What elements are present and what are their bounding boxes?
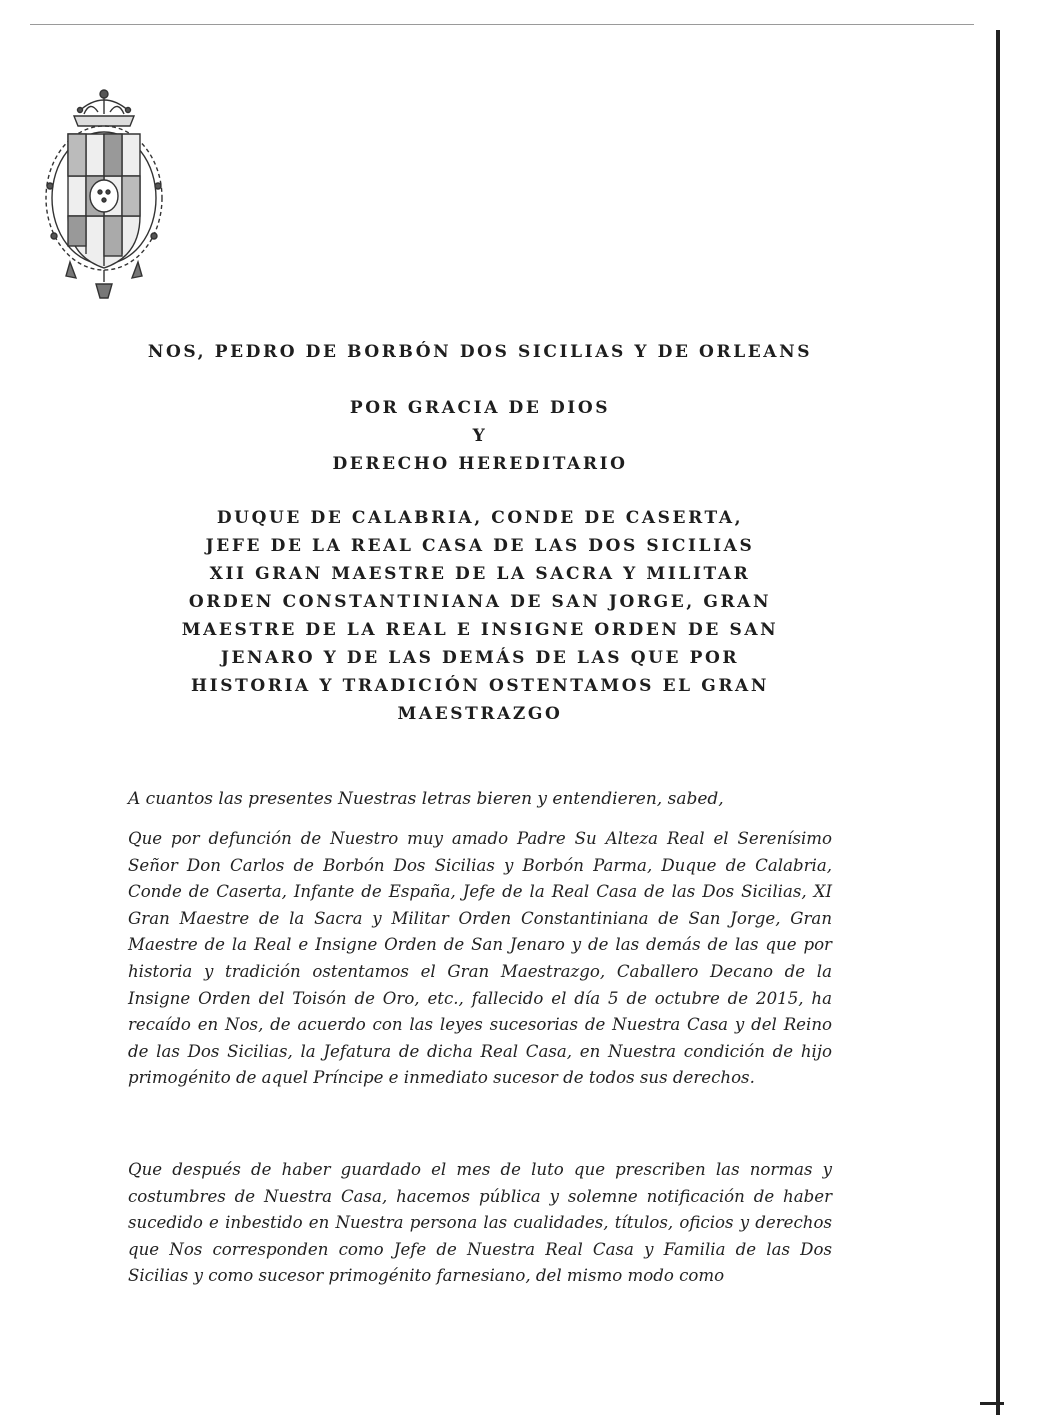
- coat-of-arms-icon: [40, 86, 168, 304]
- title-block: [100, 338, 860, 366]
- grace-line: POR GRACIA DE DIOS: [349, 398, 611, 418]
- titles-line: JENARO Y DE LAS DEMÁS DE LAS QUE POR: [220, 648, 740, 668]
- titles-line: HISTORIA Y TRADICIÓN OSTENTAMOS EL GRAN: [191, 676, 769, 696]
- top-scan-rule: [30, 24, 974, 25]
- titles-block: [100, 504, 860, 728]
- titles-line: MAESTRE DE LA REAL E INSIGNE ORDEN DE SAN: [181, 620, 779, 640]
- right-scan-edge: [996, 30, 1000, 1415]
- titles-line: DUQUE DE CALABRIA, CONDE DE CASERTA,: [216, 508, 744, 528]
- body-paragraph-2: Que después de haber guardado el mes de luto que prescriben las normas y costumbres de Nuestra Casa, hacemos pública y solemne notificación de haber sucedido e inbestido en Nuestra persona las cualidades, títulos, oficios y derechos que Nos corresponden como Jefe de Nuestra Real Casa y Familia de las Dos Sicilias y como sucesor primogénito farnesiano, del mismo modo como: [128, 1160, 832, 1286]
- right-scan-edge-foot: [980, 1402, 1004, 1405]
- titles-line: XII GRAN MAESTRE DE LA SACRA Y MILITAR: [209, 564, 751, 584]
- document-title: NOS, PEDRO DE BORBÓN DOS SICILIAS Y DE ORLEANS: [147, 342, 813, 362]
- titles-line: ORDEN CONSTANTINIANA DE SAN JORGE, GRAN: [188, 592, 772, 612]
- grace-block: [100, 394, 860, 478]
- body-paragraph-1: Que por defunción de Nuestro muy amado Padre Su Alteza Real el Serenísimo Señor Don Carlos de Borbón Dos Sicilias y Borbón Parma, Duque de Calabria, Conde de Caserta, Infante de España, Jefe de la Real Casa de las Dos Sicilias, XI Gran Maestre de la Sacra y Militar Orden Constantiniana de San Jorge, Gran Maestre de la Real e Insigne Orden de San Jenaro y de las demás de las que por historia y tradición ostentamos el Gran Maestrazgo, Caballero Decano de la Insigne Orden del Toisón de Oro, etc., fallecido el día 5 de octubre de 2015, ha recaído en Nos, de acuerdo con las leyes sucesorias de Nuestra Casa y del Reino de las Dos Sicilias, la Jefatura de dicha Real Casa, en Nuestra condición de hijo primogénito de aquel Príncipe e inmediato sucesor de todos sus derechos.: [128, 829, 832, 1088]
- grace-line: Y: [472, 426, 488, 446]
- salutation: A cuantos las presentes Nuestras letras bieren y entendieren, sabed,: [128, 789, 724, 809]
- document-headings: [100, 338, 860, 728]
- grace-line: DERECHO HEREDITARIO: [332, 454, 628, 474]
- titles-line: MAESTRAZGO: [397, 704, 563, 724]
- titles-line: JEFE DE LA REAL CASA DE LAS DOS SICILIAS: [205, 536, 755, 556]
